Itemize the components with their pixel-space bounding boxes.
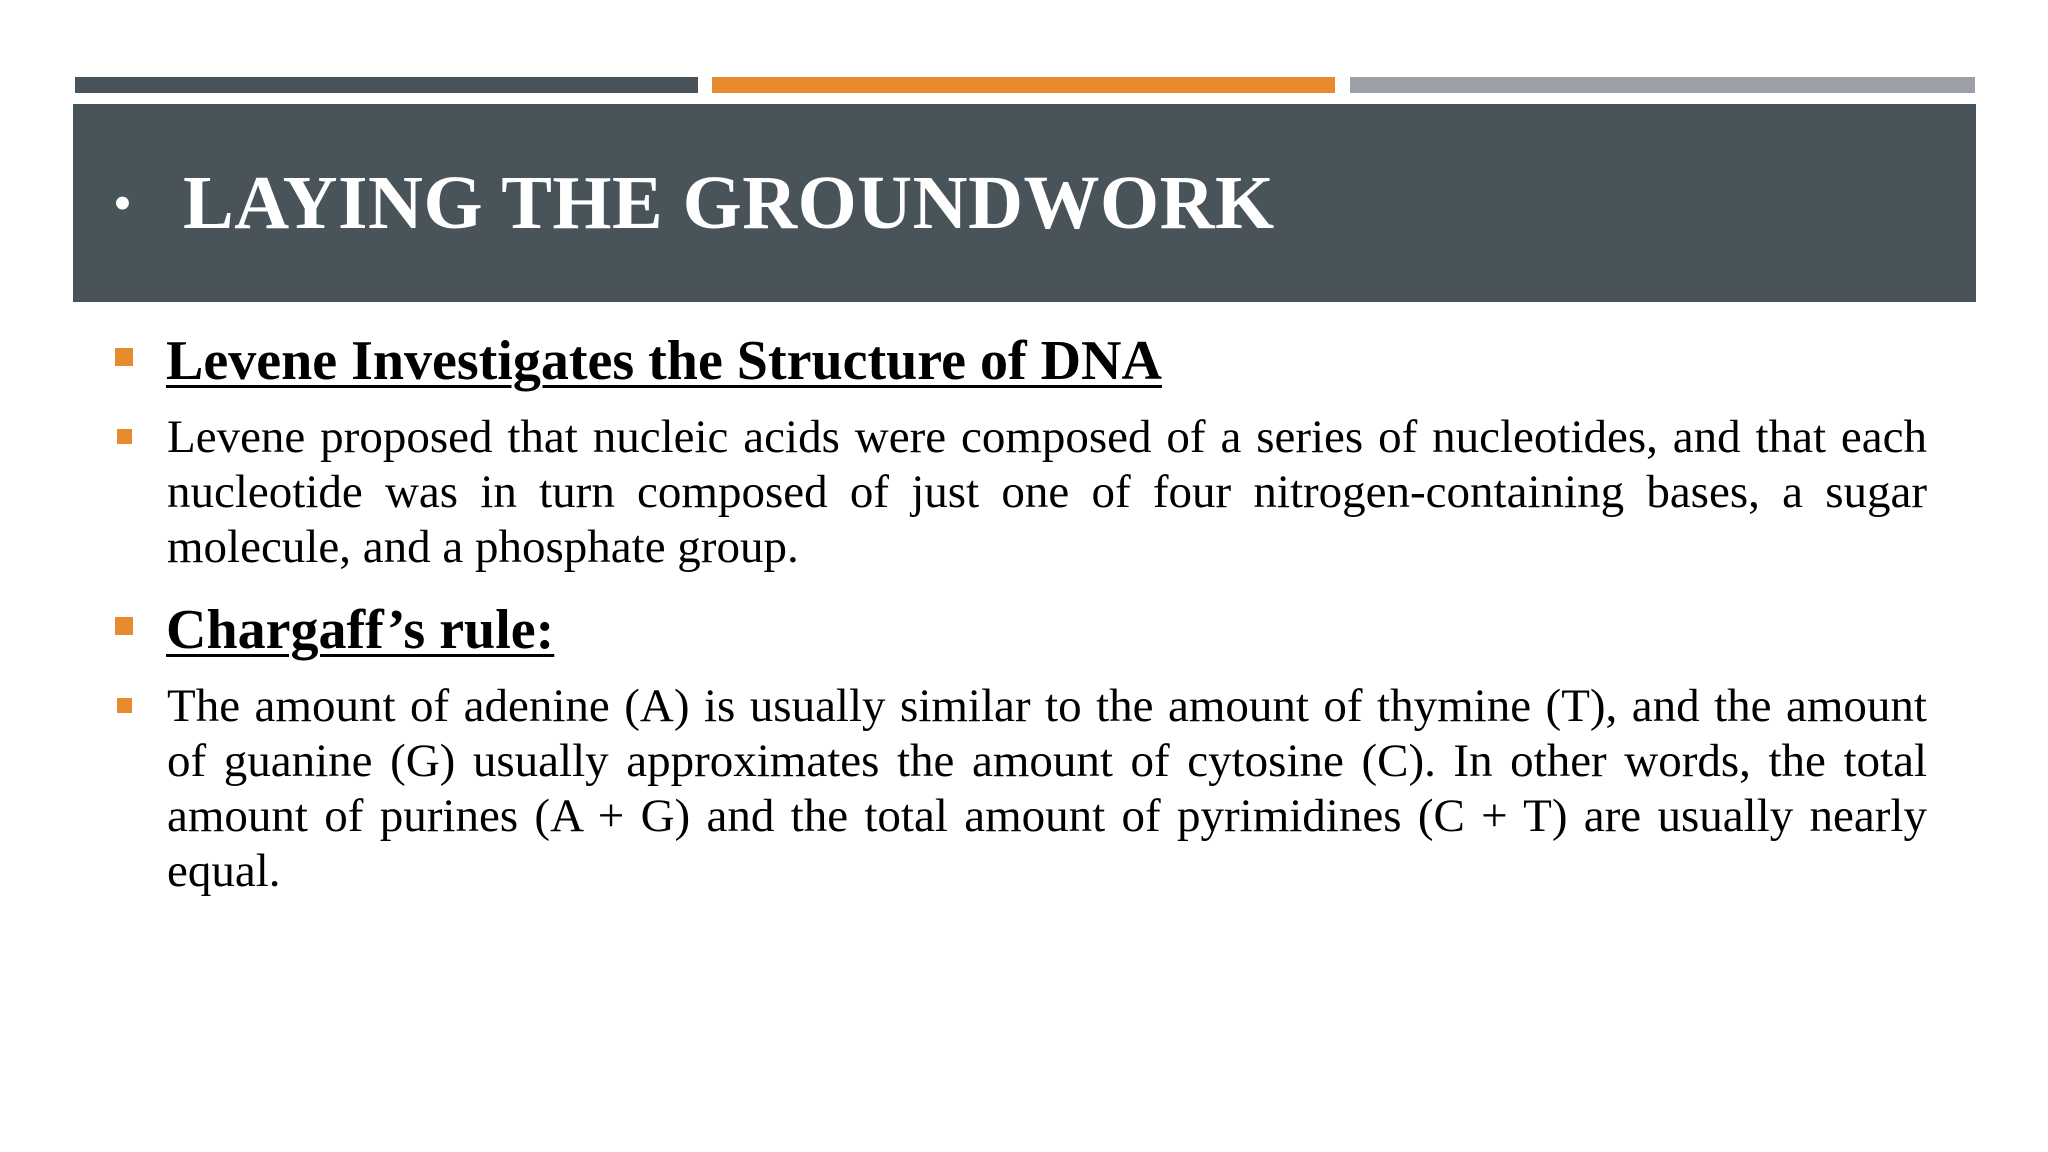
slide-title: LAYING THE GROUNDWORK: [183, 161, 1275, 245]
slide-content: [115, 328, 1975, 899]
bullet-item-heading: [115, 597, 1975, 663]
square-bullet-icon: [115, 348, 133, 366]
bullet-item-paragraph: [115, 410, 1975, 575]
square-bullet-icon: [117, 698, 132, 713]
paragraph-levene: Levene proposed that nucleic acids were composed of a series of nucleotides, and that each nucleotide was in turn composed of just one of four nitrogen-containing bases, a sugar molecule, and a phosphate group.: [167, 411, 1927, 573]
square-bullet-icon: [117, 429, 132, 444]
accent-bar-dark: [75, 77, 698, 93]
square-bullet-icon: [115, 617, 133, 635]
bullet-item-heading: [115, 328, 1975, 394]
title-bullet: •: [113, 173, 132, 233]
paragraph-chargaff: The amount of adenine (A) is usually similar to the amount of thymine (T), and the amount of guanine (G) usually approximates the amount of cytosine (C). In other words, the total amount of purines (A + G) and the total amount of pyrimidines (C + T) are usually nearly equal.: [167, 680, 1927, 897]
heading-chargaff: Chargaff’s rule:: [166, 599, 555, 661]
bullet-item-paragraph: [115, 679, 1975, 899]
title-band: [73, 104, 1976, 302]
heading-levene: Levene Investigates the Structure of DNA: [166, 330, 1162, 392]
accent-bar-orange: [712, 77, 1335, 93]
accent-bar-gray: [1350, 77, 1975, 93]
